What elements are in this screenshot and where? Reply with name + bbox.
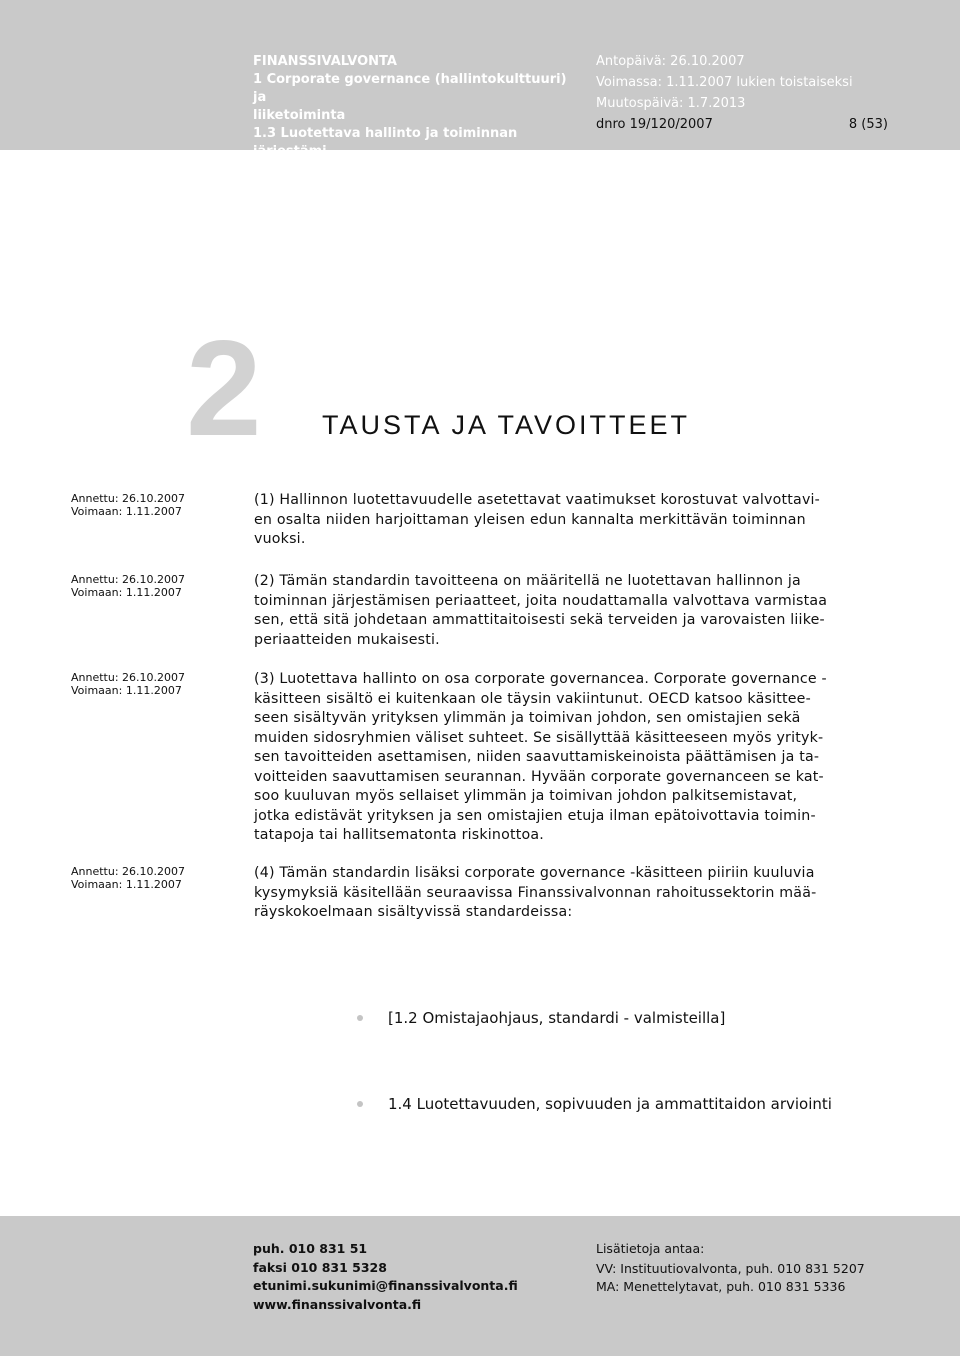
paragraph-2	[254, 572, 894, 650]
section-line: nen	[253, 162, 281, 177]
header-right	[596, 53, 896, 137]
paragraph-line: (2) Tämän standardin tavoitteena on määritellä ne luotettavan hallinnon ja	[254, 573, 801, 589]
list-item-text: [1.2 Omistajaohjaus, standardi - valmisteilla]	[388, 1009, 726, 1027]
paragraph-line: sen, että sitä johdetaan ammattitaitoisesti sekä terveiden ja varovaisten liike-	[254, 612, 825, 628]
paragraph-line: muiden sidosryhmien väliset suhteet. Se sisällyttää käsitteeseen myös yrityk-	[254, 729, 824, 746]
voimassa: Voimassa: 1.11.2007 lukien toistaiseksi	[596, 75, 853, 90]
paragraph-line: räyskokoelmaan sisältyvissä standardeissa:	[254, 904, 573, 920]
paragraph-line: vuoksi.	[254, 531, 306, 547]
margin-note	[71, 573, 231, 599]
header-left	[253, 53, 583, 179]
paragraph-line: soo kuuluvan myös sellaiset ylimmän ja toimivan johdon palkitsemistavat,	[254, 788, 798, 804]
margin-note	[71, 671, 231, 697]
paragraph-line: periaatteiden mukaisesti.	[254, 631, 440, 648]
bullet-icon	[357, 1101, 363, 1107]
paragraph-line: seen sisältyvän yrityksen ylimmän ja toimivan johdon, sen omistajien sekä	[254, 710, 801, 726]
annettu-date: Annettu: 26.10.2007	[71, 492, 186, 505]
footer-info	[596, 1240, 896, 1297]
paragraph-line: sen tavoitteiden asettamisen, niiden saavuttamiskeinoista päättämisen ja ta-	[254, 749, 820, 765]
muutospaiva: Muutospäivä: 1.7.2013	[596, 96, 746, 111]
contact-ma: MA: Menettelytavat, puh. 010 831 5336	[596, 1279, 846, 1294]
website: www.finanssivalvonta.fi	[253, 1296, 422, 1312]
dnro-row	[596, 116, 888, 137]
footer-contacts	[253, 1240, 583, 1314]
chapter-title: TAUSTA JA TAVOITTEET	[322, 410, 691, 440]
paragraph-line: (3) Luotettava hallinto on osa corporate governancea. Corporate governance -	[254, 671, 827, 687]
voimaan-date: Voimaan: 1.11.2007	[71, 878, 182, 891]
margin-note	[71, 492, 231, 518]
bullet-icon	[357, 1015, 363, 1021]
section-line: 1.3 Luotettava hallinto ja toiminnan järjestämi-	[253, 126, 518, 159]
paragraph-1	[254, 491, 894, 550]
annettu-date: Annettu: 26.10.2007	[71, 671, 186, 684]
page-number: 8 (53)	[848, 117, 888, 132]
voimaan-date: Voimaan: 1.11.2007	[71, 684, 182, 697]
chapter-number: 2	[186, 312, 262, 464]
paragraph-line: (4) Tämän standardin lisäksi corporate governance -käsitteen piiriin kuuluvia	[254, 865, 815, 881]
list-item-text: 1.4 Luotettavuuden, sopivuuden ja ammattitaidon arviointi	[388, 1095, 832, 1113]
dnro: dnro 19/120/2007	[596, 117, 713, 132]
paragraph-line: käsitteen sisältö ei kuitenkaan ole täysin vakiintunut. OECD katsoo käsittee-	[254, 690, 811, 707]
paragraph-line: en osalta niiden harjoittaman yleisen edun kannalta merkittävän toiminnan	[254, 511, 806, 528]
voimaan-date: Voimaan: 1.11.2007	[71, 586, 182, 599]
paragraph-line: voitteiden saavuttamisen seurannan. Hyvään corporate governanceen se kat-	[254, 768, 824, 785]
margin-note	[71, 865, 231, 891]
antopaiva: Antopäivä: 26.10.2007	[596, 54, 745, 69]
section-line: liiketoiminta	[253, 108, 346, 123]
paragraph-line: jotka edistävät yrityksen ja sen omistajien etuja ilman epätoivottavia toimin-	[254, 807, 816, 824]
info-label: Lisätietoja antaa:	[596, 1241, 705, 1256]
paragraph-line: tatapoja tai hallitsematonta riskinottoa.	[254, 827, 544, 843]
paragraph-line: kysymyksiä käsitellään seuraavissa Finanssivalvonnan rahoitussektorin mää-	[254, 884, 817, 901]
phone: puh. 010 831 51	[253, 1241, 368, 1256]
annettu-date: Annettu: 26.10.2007	[71, 865, 186, 878]
annettu-date: Annettu: 26.10.2007	[71, 573, 186, 586]
paragraph-line: (1) Hallinnon luotettavuudelle asetettavat vaatimukset korostuvat valvottavi-	[254, 492, 821, 508]
contact-vv: VV: Instituutiovalvonta, puh. 010 831 5207	[596, 1260, 865, 1276]
section-line: 1 Corporate governance (hallintokulttuuri) ja	[253, 72, 567, 105]
paragraph-4	[254, 864, 894, 923]
paragraph-3	[254, 670, 894, 846]
email: etunimi.sukunimi@finanssivalvonta.fi	[253, 1278, 518, 1293]
fax: faksi 010 831 5328	[253, 1259, 387, 1275]
organization-name: FINANSSIVALVONTA	[253, 54, 397, 69]
paragraph-line: toiminnan järjestämisen periaatteet, joita noudattamalla valvottava varmistaa	[254, 592, 828, 609]
voimaan-date: Voimaan: 1.11.2007	[71, 505, 182, 518]
